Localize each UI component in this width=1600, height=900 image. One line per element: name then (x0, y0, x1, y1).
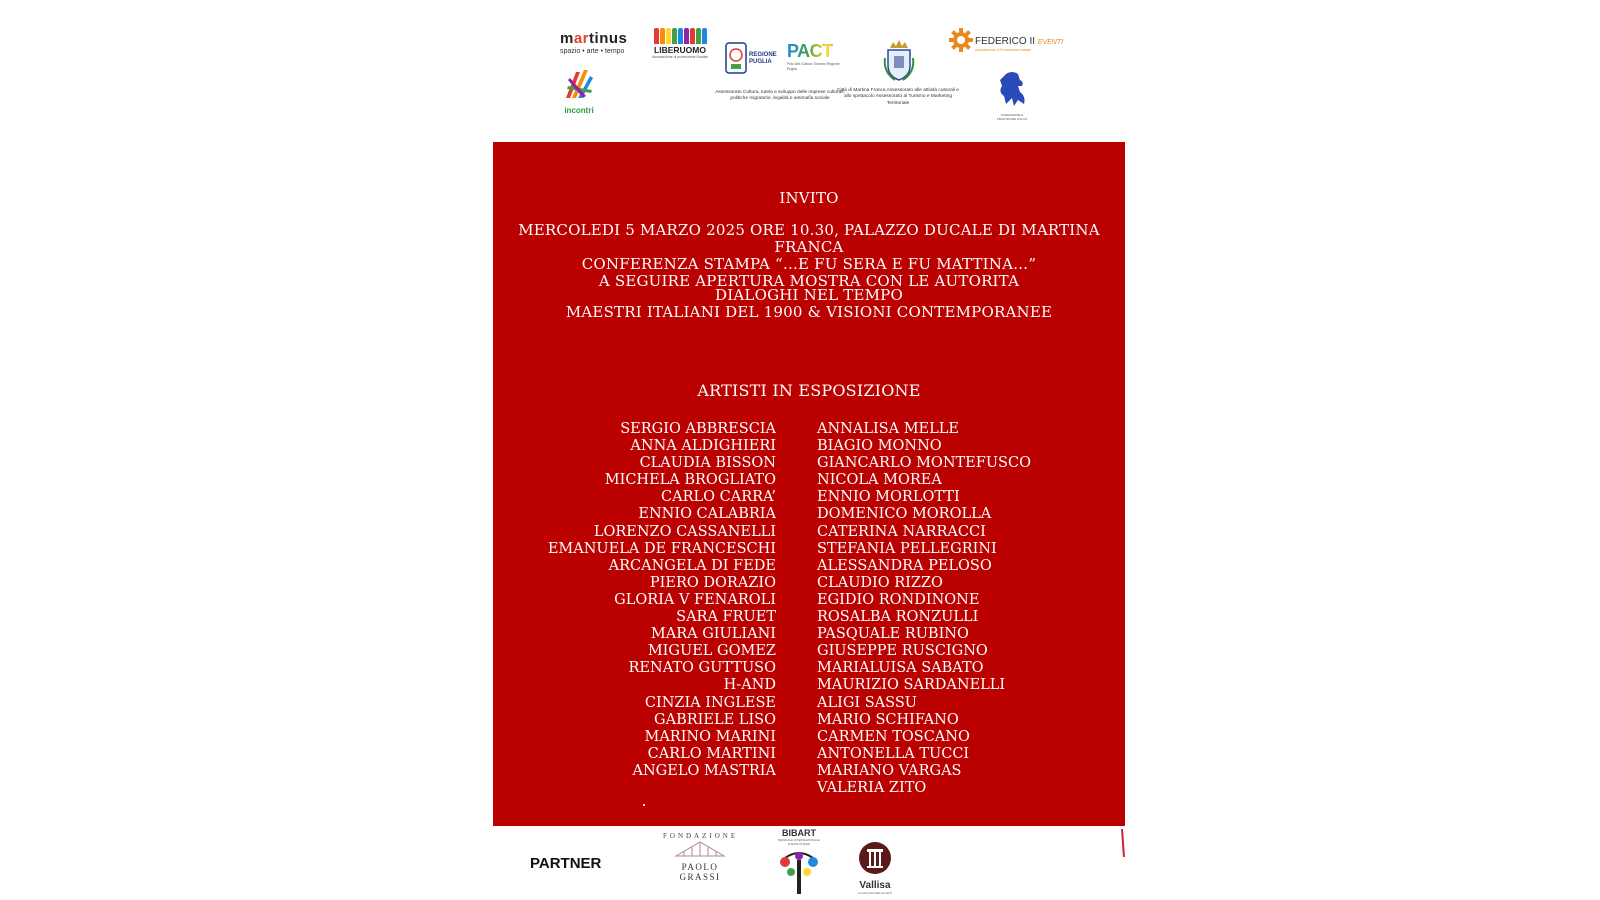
incontri-mark-icon (564, 68, 594, 100)
artist-name: ANNA ALDIGHIERI (630, 438, 776, 455)
event-details (493, 222, 1125, 290)
fondazione-tagline: FONDAZIONE E PRATOFIORE ONLUS (996, 113, 1028, 121)
artist-name: CARLO CARRA’ (661, 489, 776, 506)
federico-tagline: Associazione di Promozione sociale (975, 48, 1031, 52)
artist-name: CLAUDIA BISSON (639, 455, 776, 472)
artist-name: CINZIA INGLESE (644, 694, 776, 711)
artist-name: GLORIA V FENAROLI (614, 591, 776, 608)
federico-ii-eventi-logo (949, 28, 1064, 57)
artist-name: MICHELA BROGLIATO (604, 472, 776, 489)
artist-name: MAURIZIO SARDANELLI (817, 677, 1006, 694)
partner-label: PARTNER (530, 855, 602, 872)
artist-name: GIUSEPPE RUSCIGNO (817, 643, 988, 660)
artist-name: CATERINA NARRACCI (817, 523, 986, 540)
martinus-tagline: spazio • arte • tempo (560, 48, 625, 55)
federico-name: FEDERICO II EVENTI (975, 36, 1064, 47)
puglia-crest-icon (725, 42, 747, 74)
incontri-name: incontri (564, 106, 594, 115)
bibart-name: BIBART (782, 828, 816, 838)
liberuomo-tagline: Associazione di promozione Sociale (651, 55, 709, 59)
artist-name: PIERO DORAZIO (649, 574, 776, 591)
liberuomo-logo (649, 28, 711, 59)
artist-name: VALERIA ZITO (817, 779, 927, 796)
vallisa-name: Vallisa (859, 880, 891, 891)
artist-name: ROSALBA RONZULLI (817, 609, 979, 626)
martina-franca-assessorato-text: Città di Martina Franca Assessorato alle attività culturali e allo spettacolo Assessorato al Turismo e Marketing Territoriale (837, 88, 959, 106)
bibart-tagline: BIENNALE INTERNAZIONALE D'ARTE DI BARI (778, 838, 820, 846)
pact-tagline: Polo Arti Cultura Turismo Regione Puglia (787, 62, 840, 71)
fondazione-paolo-grassi-logo (663, 832, 737, 882)
artists-list-left (543, 421, 776, 780)
artist-name: NICOLA MOREA (817, 472, 942, 489)
exhibition-title-line: DIALOGHI NEL TEMPO (715, 286, 903, 304)
pact-name: PACT (787, 41, 847, 62)
invito-heading: INVITO (779, 189, 839, 207)
exhibition-subtitle-line: MAESTRI ITALIANI DEL 1900 & VISIONI CONTEMPORANEE (565, 303, 1053, 321)
vallisa-logo (854, 841, 896, 895)
artist-name: SARA FRUET (676, 609, 776, 626)
martinus-logo (560, 30, 627, 55)
martina-franca-logo (879, 38, 919, 89)
liberuomo-name: LIBERUOMO (654, 45, 706, 55)
grassi-name: PAOLO GRASSI (679, 862, 721, 882)
artist-name: ANGELO MASTRIA (632, 762, 776, 779)
artist-name: STEFANIA PELLEGRINI (817, 540, 997, 557)
fondazione-lion-logo (993, 70, 1031, 121)
exhibition-title (493, 287, 1125, 321)
lion-rampant-icon (996, 70, 1028, 108)
martina-franca-crest-icon (881, 38, 917, 84)
artist-name: DOMENICO MOROLLA (817, 506, 992, 523)
artist-name: CARLO MARTINI (647, 745, 776, 762)
event-date-line: MERCOLEDI 5 MARZO 2025 ORE 10.30, PALAZZO DUCALE DI MARTINA FRANCA (518, 221, 1100, 256)
artist-name: LORENZO CASSANELLI (593, 523, 776, 540)
press-conference-line: CONFERENZA STAMPA “…E FU SERA E FU MATTINA…” (581, 255, 1037, 273)
artist-name: ENNIO MORLOTTI (817, 489, 960, 506)
artist-name: MARINO MARINI (644, 728, 776, 745)
artists-heading: ARTISTI IN ESPOSIZIONE (697, 381, 921, 400)
artist-name: CARMEN TOSCANO (817, 728, 970, 745)
martinus-name: martinus (560, 30, 628, 47)
invitation-panel (493, 142, 1125, 826)
artist-name: RENATO GUTTUSO (628, 660, 776, 677)
artist-name: ARCANGELA DI FEDE (608, 557, 776, 574)
artist-name: ANTONELLA TUCCI (817, 745, 970, 762)
artist-name: ANNALISA MELLE (817, 421, 959, 437)
stray-mark (643, 804, 645, 806)
artist-name: MARIO SCHIFANO (817, 711, 959, 728)
regione-puglia-logo (725, 42, 781, 79)
artist-name: ALESSANDRA PELOSO (817, 557, 992, 574)
artist-name: MIGUEL GOMEZ (647, 643, 776, 660)
artist-name: BIAGIO MONNO (817, 438, 942, 455)
bibart-logo (777, 828, 821, 899)
artist-name: MARA GIULIANI (650, 626, 776, 643)
vallisa-tagline: LA VALLISA DELLE ARTI (858, 891, 892, 895)
artists-list-right (817, 421, 1097, 797)
grassi-arch-text: FONDAZIONE (663, 832, 739, 840)
artist-name: ALIGI SASSU (817, 694, 917, 711)
artist-name: H-AND (723, 677, 776, 694)
artist-name: SERGIO ABBRESCIA (620, 421, 776, 437)
assessorato-cultura-text: Assessorato Cultura, tutela e sviluppo delle imprese culturali, politiche migratorie, legalità e antimafia sociale (715, 90, 845, 102)
opening-line: A SEGUIRE APERTURA MOSTRA CON LE AUTORITA (598, 272, 1020, 290)
artist-name: PASQUALE RUBINO (817, 626, 969, 643)
artist-name: ENNIO CALABRIA (638, 506, 776, 523)
artist-name: GABRIELE LISO (654, 711, 776, 728)
incontri-logo (561, 68, 597, 115)
invitation-poster (493, 0, 1125, 900)
column-icon (858, 841, 892, 875)
people-chain-icon (649, 28, 711, 44)
artist-name: GIANCARLO MONTEFUSCO (817, 455, 1031, 472)
artist-name: MARIANO VARGAS (817, 762, 962, 779)
artist-name: CLAUDIO RIZZO (817, 574, 943, 591)
artist-name: MARIALUISA SABATO (817, 660, 984, 677)
artist-name: EGIDIO RONDINONE (817, 591, 980, 608)
artist-name: EMANUELA DE FRANCESCHI (547, 540, 776, 557)
pact-logo (787, 41, 847, 72)
lamp-post-icon (779, 846, 819, 894)
portico-icon (670, 840, 730, 858)
regione-puglia-name: REGIONE PUGLIA (749, 52, 777, 65)
gear-icon (949, 28, 973, 52)
